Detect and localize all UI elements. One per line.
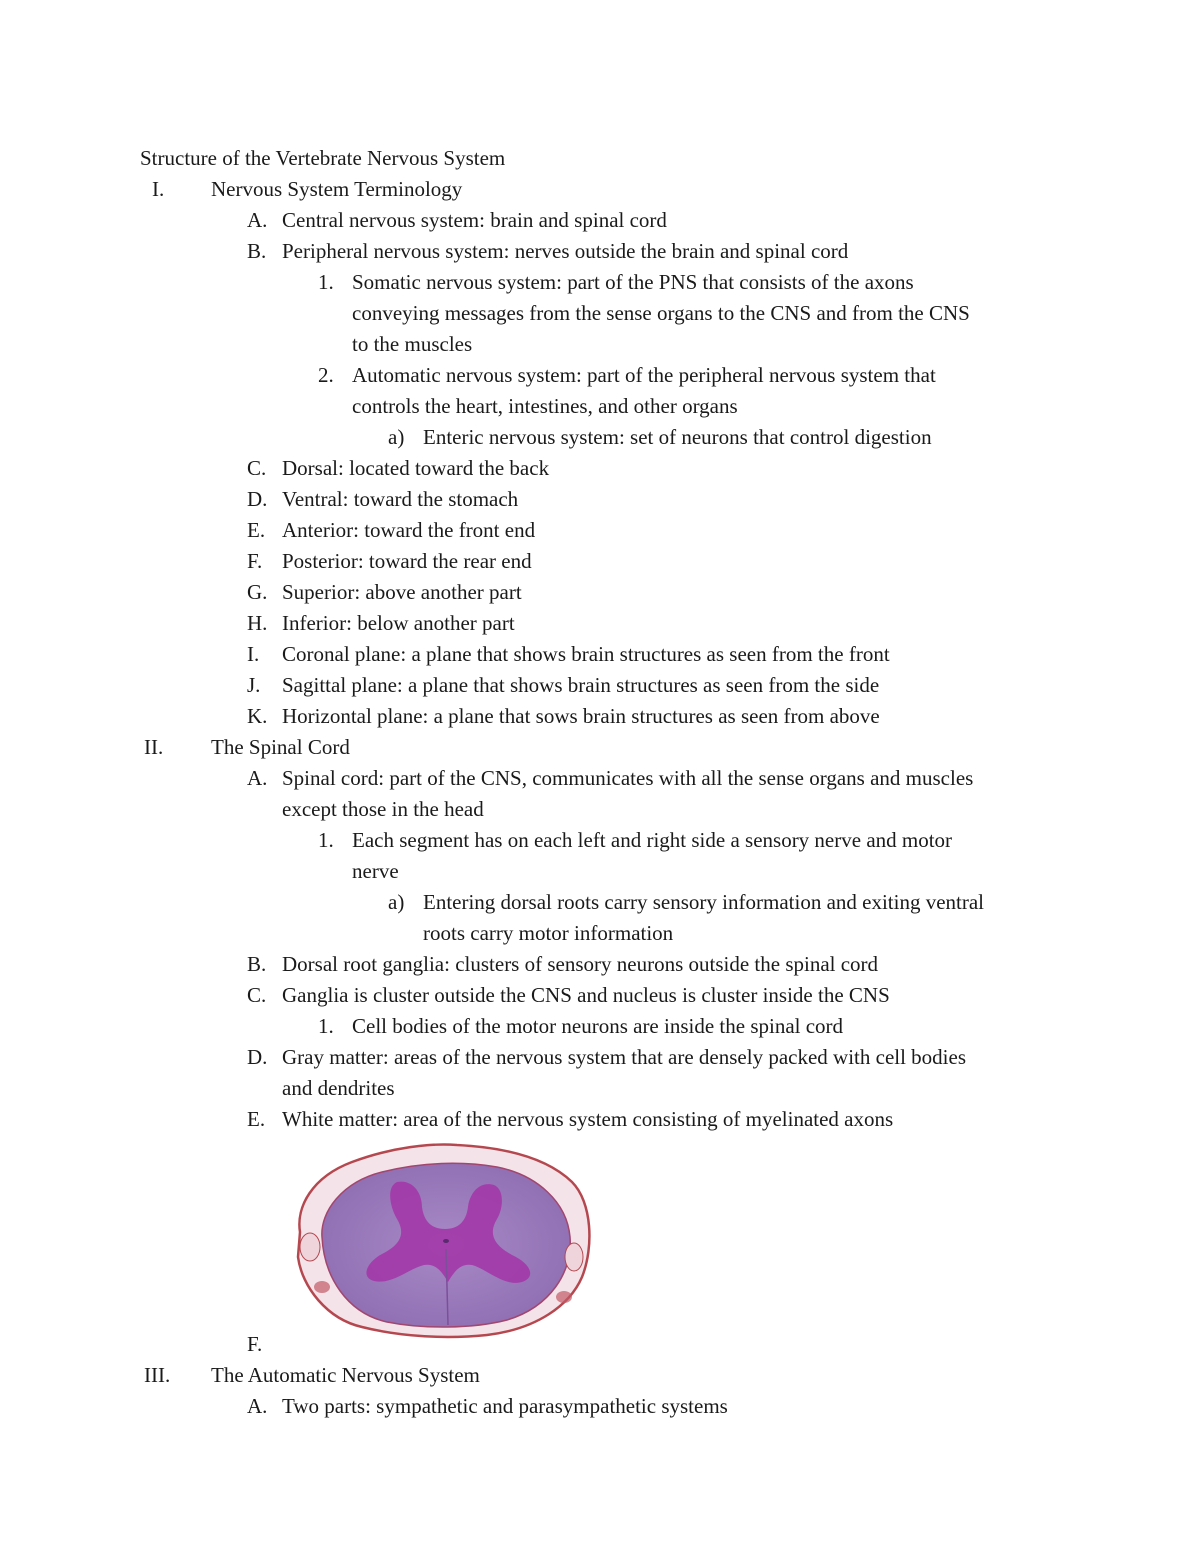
list-item-text: Sagittal plane: a plane that shows brain structures as seen from the side [282,673,880,697]
list-marker: E. [247,1107,266,1131]
list-marker: B. [247,952,267,976]
list-item-text: Coronal plane: a plane that shows brain structures as seen from the front [282,642,890,666]
section-marker: III. [144,1363,171,1387]
list-marker: C. [247,983,267,1007]
section-marker: I. [152,177,165,201]
list-item-text: roots carry motor information [423,921,674,945]
list-marker: 1. [318,1014,334,1038]
list-item-text: Peripheral nervous system: nerves outside the brain and spinal cord [282,239,849,263]
list-marker: B. [247,239,267,263]
section-heading: Nervous System Terminology [211,177,463,201]
list-item-text: to the muscles [352,332,473,356]
spinal-cord-cross-section-image [282,1137,598,1339]
list-item-text: White matter: area of the nervous system consisting of myelinated axons [282,1107,894,1131]
list-marker: A. [247,1394,268,1418]
list-marker: a) [388,425,405,449]
list-item-text: Dorsal root ganglia: clusters of sensory neurons outside the spinal cord [282,952,879,976]
list-marker: F. [247,549,263,573]
list-marker: 1. [318,828,334,852]
list-item-text: Horizontal plane: a plane that sows brain structures as seen from above [282,704,880,728]
section-heading: The Spinal Cord [211,735,350,759]
list-marker: A. [247,766,268,790]
list-item-text: Dorsal: located toward the back [282,456,550,480]
list-item-text: Inferior: below another part [282,611,515,635]
list-marker: J. [247,673,261,697]
section-heading: The Automatic Nervous System [211,1363,480,1387]
list-item-text: Two parts: sympathetic and parasympathetic systems [282,1394,728,1418]
page-title: Structure of the Vertebrate Nervous System [140,146,506,170]
list-marker: 1. [318,270,334,294]
list-item-text: controls the heart, intestines, and other organs [352,394,738,418]
list-item-text: Automatic nervous system: part of the peripheral nervous system that [352,363,936,387]
list-item-text: Superior: above another part [282,580,522,604]
list-item-text: Gray matter: areas of the nervous system that are densely packed with cell bodies [282,1045,967,1069]
list-marker: I. [247,642,260,666]
list-marker: D. [247,1045,268,1069]
list-item-text: Each segment has on each left and right side a sensory nerve and motor [352,828,953,852]
list-marker: H. [247,611,268,635]
list-item-text: Enteric nervous system: set of neurons that control digestion [423,425,932,449]
list-marker: D. [247,487,268,511]
list-item-text: Anterior: toward the front end [282,518,536,542]
list-item-text: Ventral: toward the stomach [282,487,519,511]
list-marker: A. [247,208,268,232]
section-marker: II. [144,735,164,759]
list-marker: G. [247,580,268,604]
list-marker: a) [388,890,405,914]
list-item-text: Ganglia is cluster outside the CNS and nucleus is cluster inside the CNS [282,983,890,1007]
list-item-text: Posterior: toward the rear end [282,549,532,573]
list-item-text: Somatic nervous system: part of the PNS that consists of the axons [352,270,914,294]
list-marker: E. [247,518,266,542]
list-item-text: Entering dorsal roots carry sensory information and exiting ventral [423,890,985,914]
list-marker: K. [247,704,268,728]
list-item-text: and dendrites [282,1076,395,1100]
list-marker: F. [247,1332,263,1356]
list-item-text: Central nervous system: brain and spinal cord [282,208,667,232]
list-marker: C. [247,456,267,480]
list-item-text: nerve [352,859,399,883]
list-item-text: Cell bodies of the motor neurons are inside the spinal cord [352,1014,844,1038]
list-item-text: except those in the head [282,797,484,821]
list-item-text: Spinal cord: part of the CNS, communicates with all the sense organs and muscles [282,766,974,790]
list-item-text: conveying messages from the sense organs to the CNS and from the CNS [352,301,970,325]
list-marker: 2. [318,363,334,387]
